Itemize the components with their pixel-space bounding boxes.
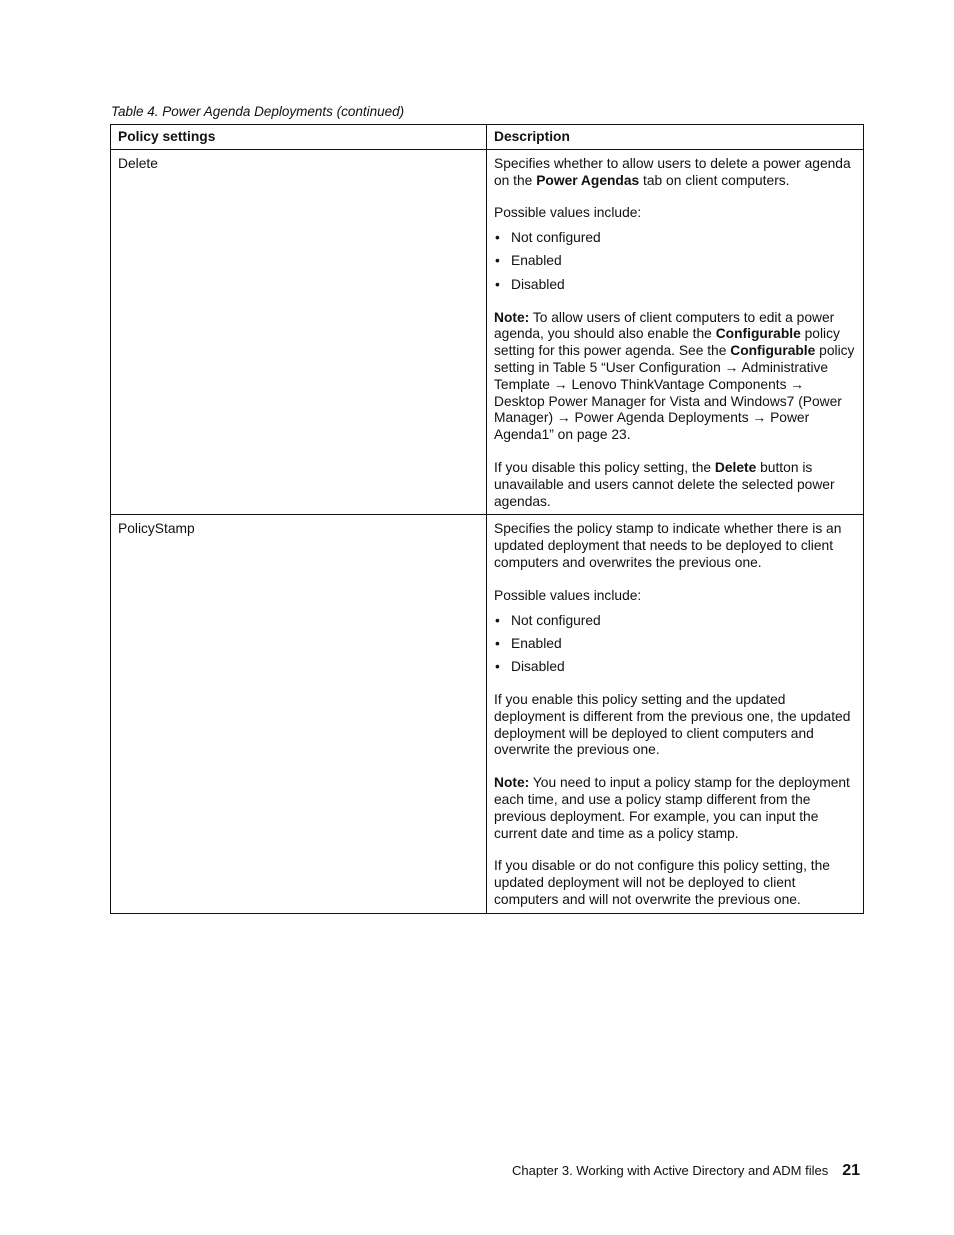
note-label: Note: [494, 775, 530, 791]
disable-text: If you disable this policy setting, the [494, 459, 715, 475]
possible-values-label: Possible values include: [494, 587, 642, 603]
list-item: • Disabled [494, 277, 856, 294]
disable-paragraph [494, 460, 856, 510]
chapter-title: Chapter 3. Working with Active Directory and ADM files [511, 1163, 829, 1178]
intro-text-end: tab on client computers. [639, 172, 790, 188]
note-bold-text: Configurable [715, 326, 801, 342]
note-text: You need to input a policy stamp for the deployment each time, and use a policy stamp different from the previous deployment. For example, you can input the current date and time as a policy stamp. [494, 775, 850, 841]
policy-table [110, 124, 864, 914]
list-item: • Disabled [494, 659, 856, 676]
table-row [111, 515, 864, 913]
possible-values-label: Possible values include: [494, 205, 642, 221]
page-footer [512, 1162, 860, 1180]
table-header-row [111, 125, 864, 150]
setting-description [487, 149, 864, 515]
intro-text: Specifies whether to allow users to delete a power agenda on the [494, 155, 851, 188]
setting-name: PolicyStamp [111, 515, 487, 913]
disable-paragraph: If you disable or do not configure this policy setting, the updated deployment will not be deployed to client computers and will not overwrite the previous one. [494, 858, 830, 907]
disable-text-end: button is unavailable and users cannot delete the selected power agendas. [494, 459, 835, 509]
list-item: • Not configured [494, 230, 856, 247]
setting-name: Delete [111, 149, 487, 515]
page-number: 21 [842, 1162, 860, 1179]
note-bold-text: Configurable [730, 343, 816, 359]
note-paragraph [494, 310, 856, 444]
table-caption: Table 4. Power Agenda Deployments (continued) [111, 104, 405, 119]
header-description: Description [487, 125, 864, 150]
note-text: To allow users of client computers to edit a power agenda, you should also enable the [494, 309, 835, 342]
list-item: • Enabled [494, 253, 856, 270]
note-text: policy setting in Table 5 “User Configuration → Administrative Template → Lenovo ThinkVantage Components → Desktop Power Manager for Vista and Windows7 (Power Manager) → Power Agenda Deployments → Power Agenda1” on page 23. [494, 343, 855, 443]
header-policy-settings: Policy settings [111, 125, 487, 150]
intro-bold-text: Power Agendas [536, 172, 640, 188]
setting-description [487, 515, 864, 913]
note-label: Note: [494, 309, 530, 325]
list-item: • Enabled [494, 636, 856, 653]
table-row [111, 149, 864, 515]
list-item: • Not configured [494, 613, 856, 630]
values-list [494, 230, 856, 293]
enable-paragraph: If you enable this policy setting and the updated deployment is different from the previous one, the updated deployment will be deployed to client computers and overwrite the previous one. [494, 691, 851, 758]
note-text: policy setting for this power agenda. See the [494, 326, 840, 359]
values-list [494, 613, 856, 676]
disable-bold-text: Delete [714, 459, 757, 475]
intro-paragraph [494, 156, 856, 190]
note-paragraph [494, 775, 856, 842]
intro-paragraph: Specifies the policy stamp to indicate whether there is an updated deployment that needs to be deployed to client computers and overwrites the previous one. [494, 521, 842, 570]
